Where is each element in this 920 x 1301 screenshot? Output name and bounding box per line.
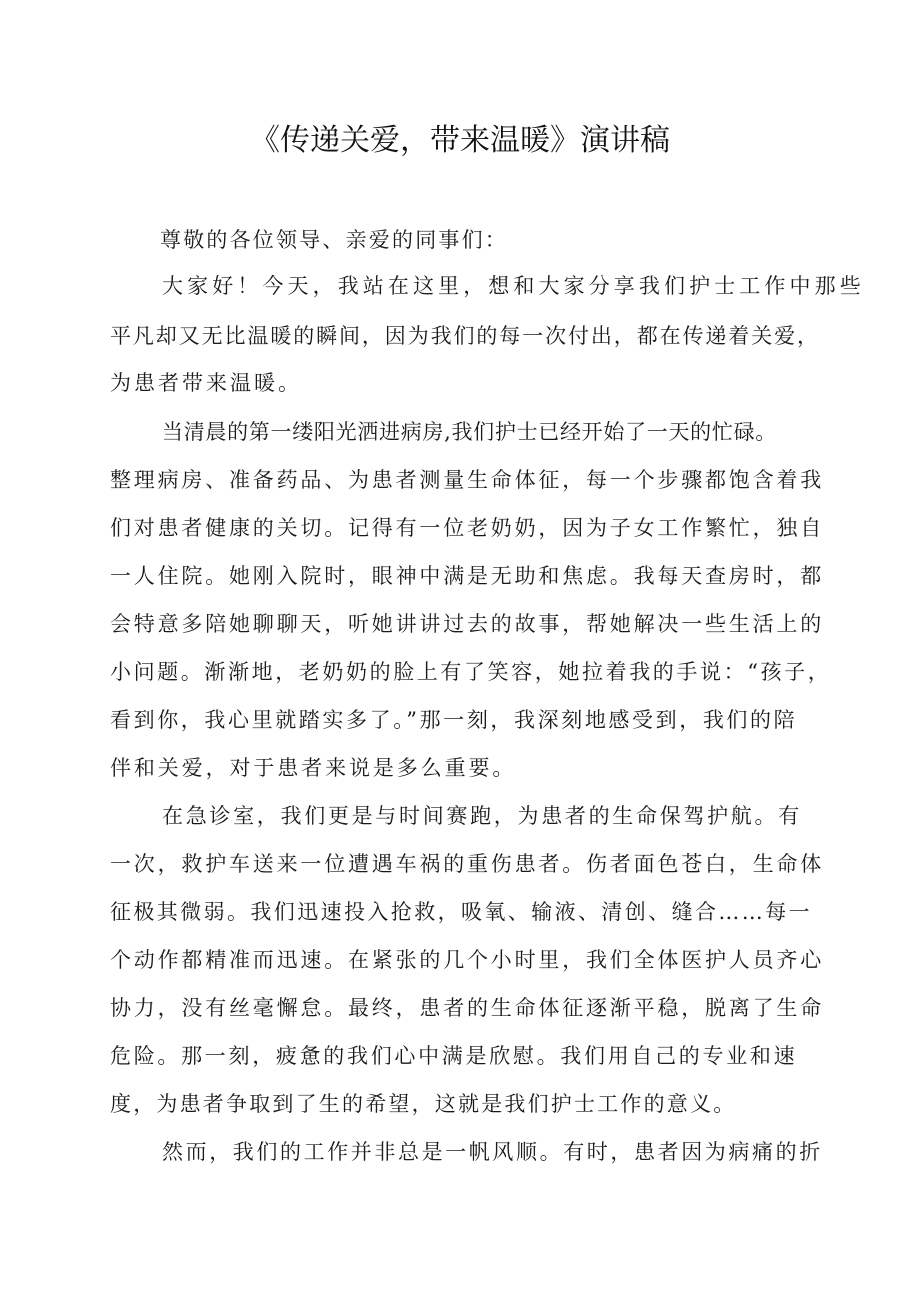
body-text-line: 危险。那一刻，疲惫的我们心中满是欣慰。我们用自己的专业和速 <box>110 1044 798 1068</box>
body-text-line: 平凡却又无比温暖的瞬间，因为我们的每一次付出，都在传递着关爱， <box>110 324 820 348</box>
body-text-line: 会特意多陪她聊聊天，听她讲讲过去的故事，帮她解决一些生活上的 <box>110 612 824 636</box>
body-text-line: 一人住院。她刚入院时，眼神中满是无助和焦虑。我每天查房时，都 <box>110 564 824 588</box>
body-text-line: 大家好！今天，我站在这里，想和大家分享我们护士工作中那些 <box>162 274 865 298</box>
body-text-line: 为患者带来温暖。 <box>110 371 302 395</box>
document-title: 《传递关爱，带来温暖》演讲稿 <box>250 123 670 158</box>
body-text-line: 整理病房、准备药品、为患者测量生命体征，每一个步骤都饱含着我 <box>110 468 824 492</box>
body-text-line: 个动作都精准而迅速。在紧张的几个小时里，我们全体医护人员齐心 <box>110 948 824 972</box>
body-text-line: 伴和关爱，对于患者来说是多么重要。 <box>110 756 517 780</box>
body-text-line: 小问题。渐渐地，老奶奶的脸上有了笑容，她拉着我的手说：“孩子， <box>110 660 832 684</box>
body-text-line: 度，为患者争取到了生的希望，这就是我们护士工作的意义。 <box>110 1092 737 1116</box>
body-text-line: 看到你，我心里就踏实多了。”那一刻，我深刻地感受到，我们的陪 <box>110 708 798 732</box>
body-text-line: 一次，救护车送来一位遭遇车祸的重伤患者。伤者面色苍白，生命体 <box>110 852 824 876</box>
body-text-line: 当清晨的第一缕阳光洒进病房,我们护士已经开始了一天的忙碌。 <box>162 420 777 444</box>
body-text-line: 在急诊室，我们更是与时间赛跑，为患者的生命保驾护航。有 <box>162 804 802 828</box>
body-text-line: 协力，没有丝毫懈怠。最终，患者的生命体征逐渐平稳，脱离了生命 <box>110 996 824 1020</box>
body-text-line: 征极其微弱。我们迅速投入抢救，吸氧、输液、清创、缝合……每一 <box>110 900 812 924</box>
body-text-line: 然而，我们的工作并非总是一帆风顺。有时，患者因为病痛的折 <box>162 1140 823 1164</box>
body-text-line: 们对患者健康的关切。记得有一位老奶奶，因为子女工作繁忙，独自 <box>110 516 824 540</box>
salutation-line: 尊敬的各位领导、亲爱的同事们： <box>160 228 508 252</box>
